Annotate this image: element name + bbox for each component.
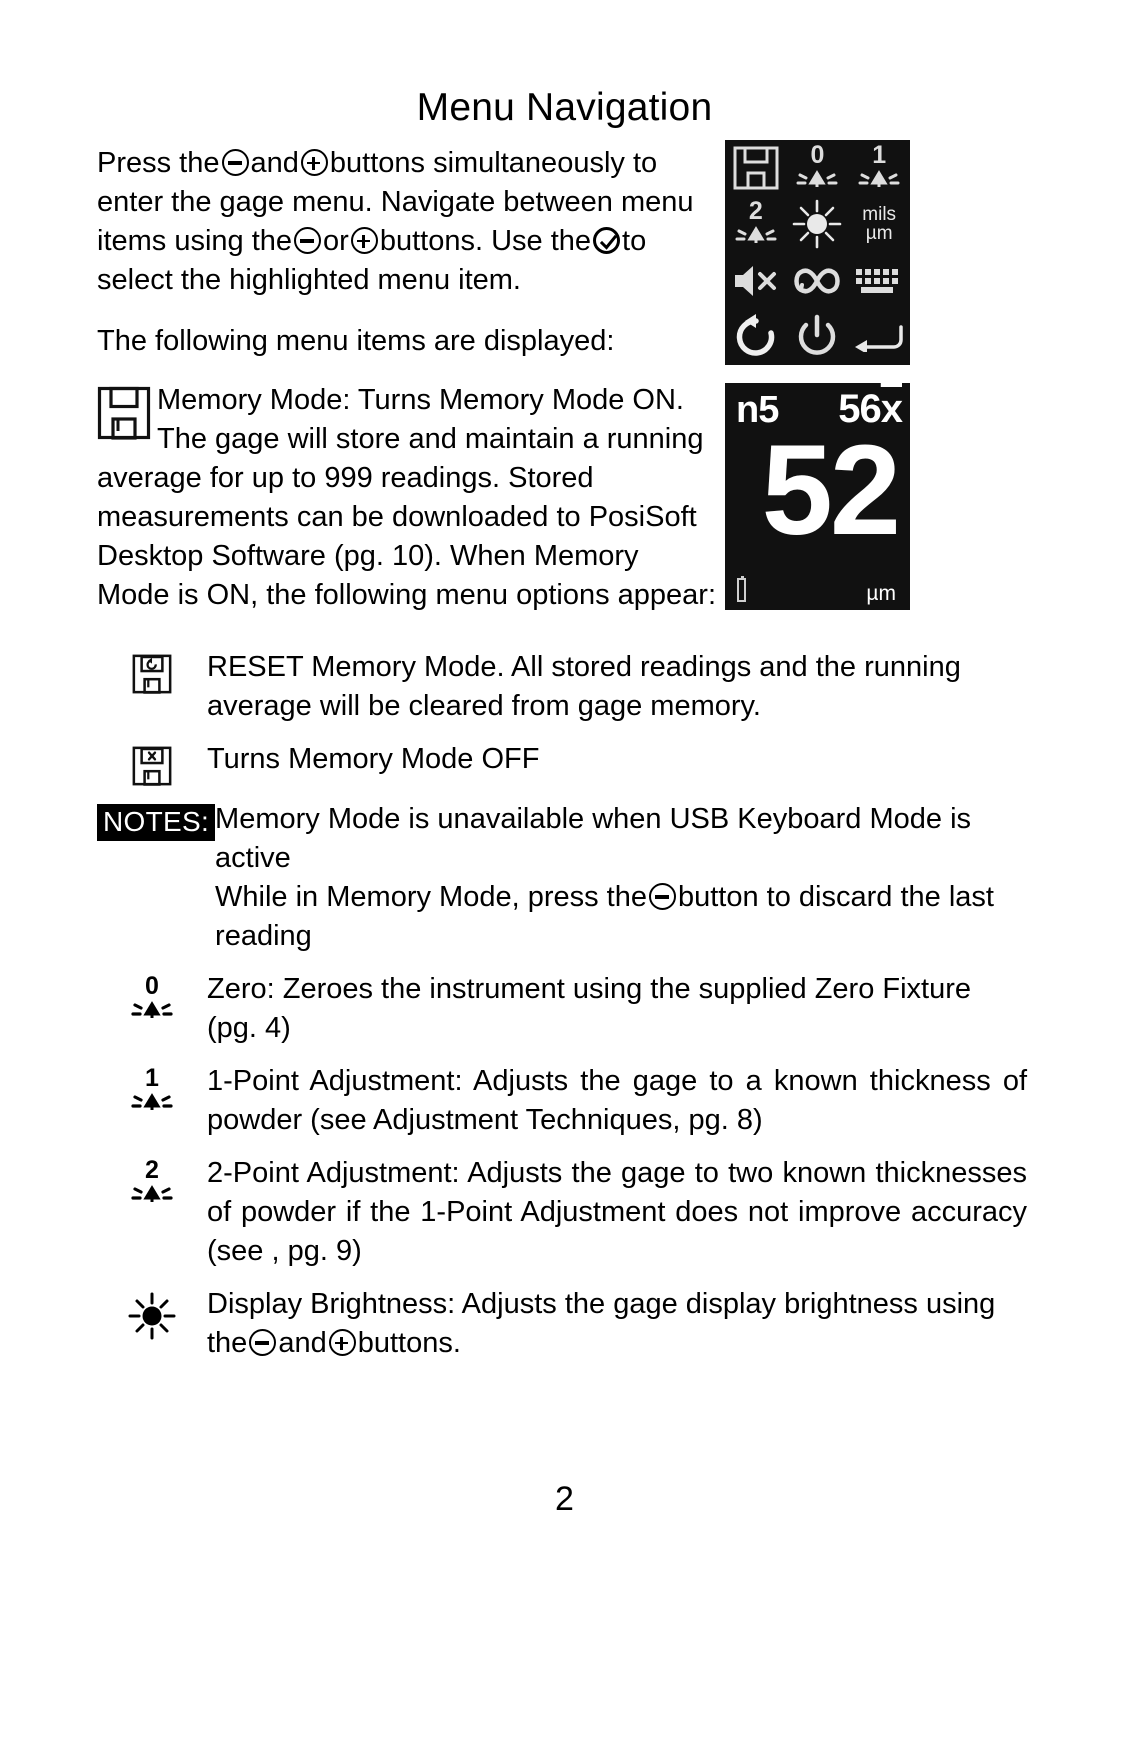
zero-icon	[793, 141, 841, 191]
units-mils-label: mils	[862, 204, 897, 226]
notes-line-2b: button to discard the last reading	[215, 881, 994, 952]
list-item	[97, 1285, 1027, 1363]
item-text: 1-Point Adjustment: Adjusts the gage to a known thickness of powder (see Adjustment Techniques, pg. 8)	[207, 1065, 1027, 1136]
status-badge: NOTES:	[97, 804, 215, 841]
lcd-cell-reset	[725, 309, 787, 365]
lcd-cell-infinity	[787, 253, 849, 309]
brightness-text-a: Display Brightness: Adjusts the gage display brightness using the	[207, 1288, 996, 1359]
lcd-cell-one-point	[848, 140, 910, 196]
two-point-icon-label: 2	[748, 197, 763, 226]
lcd-cell-memory	[725, 140, 787, 196]
notes-line-2a: While in Memory Mode, press the	[215, 881, 647, 913]
intro-text-d: or	[323, 225, 349, 257]
lcd-cell-back	[848, 309, 910, 365]
reading-unit: µm	[866, 582, 896, 605]
power-icon	[794, 314, 840, 360]
notes-line-2	[215, 878, 1027, 956]
list-item	[97, 1062, 1027, 1140]
sun-icon	[792, 199, 842, 249]
item-text: Zero: Zeroes the instrument using the supplied Zero Fixture (pg. 4)	[207, 973, 972, 1044]
list-item	[97, 970, 1027, 1048]
plus-button-icon-2	[351, 227, 378, 254]
zero-icon	[128, 972, 176, 1022]
lcd-cell-speaker-mute	[725, 253, 787, 309]
intro-section	[97, 144, 697, 383]
brightness-text-c: buttons.	[357, 1327, 461, 1359]
list-item	[97, 1154, 1027, 1271]
menu-items-list	[97, 648, 1027, 1377]
lcd-cell-zero	[787, 140, 849, 196]
item-icon-wrap	[97, 648, 207, 694]
item-icon-wrap	[97, 1154, 207, 1206]
floppy-reset-icon	[132, 654, 172, 694]
item-icon-wrap	[97, 740, 207, 786]
sun-icon	[127, 1291, 177, 1341]
intro-text-b: and	[250, 147, 299, 179]
item-icon-wrap	[97, 970, 207, 1022]
item-text: Turns Memory Mode OFF	[207, 743, 540, 775]
floppy-icon	[97, 386, 151, 440]
keyboard-icon	[854, 266, 904, 296]
lcd-cell-units	[848, 196, 910, 252]
lcd-cell-brightness	[787, 196, 849, 252]
minus-button-icon-2	[294, 227, 321, 254]
item-text: RESET Memory Mode. All stored readings and the running average will be cleared from gage memory.	[207, 651, 961, 722]
zero-icon-label: 0	[810, 141, 825, 170]
lcd-reading-panel	[725, 383, 910, 610]
check-button-icon	[593, 227, 620, 254]
memory-mode-section	[97, 381, 717, 615]
intro-text-c: buttons simultaneously to enter the gage menu. Navigate between menu items using the	[97, 147, 694, 257]
intro-text-a: Press the	[97, 147, 220, 179]
lcd-icon-grid	[725, 140, 910, 365]
reset-icon	[733, 314, 779, 360]
back-arrow-icon	[853, 322, 905, 352]
intro-paragraph-1	[97, 144, 697, 300]
minus-button-icon	[222, 149, 249, 176]
two-point-icon-label: 2	[145, 1156, 159, 1184]
item-icon-wrap	[97, 1062, 207, 1114]
zero-icon-label: 0	[145, 972, 159, 1000]
two-point-icon	[732, 197, 780, 247]
intro-paragraph-2: The following menu items are displayed:	[97, 325, 615, 357]
one-point-icon-label: 1	[872, 141, 887, 170]
units-icon	[862, 205, 896, 243]
notes-line-1: Memory Mode is unavailable when USB Keyboard Mode is active	[215, 803, 972, 874]
item-text: 2-Point Adjustment: Adjusts the gage to two known thicknesses of powder if the 1-Point Adjustment does not improve accuracy (see , pg. 9)	[207, 1157, 1027, 1267]
intro-text-f: to select the highlighted menu item.	[97, 225, 647, 296]
units-um-label: µm	[865, 223, 893, 245]
speaker-mute-icon	[731, 261, 781, 301]
lcd-menu-icon-panel	[725, 140, 910, 365]
notes-row	[97, 800, 1027, 956]
one-point-icon	[128, 1064, 176, 1114]
lcd-cell-keyboard	[848, 253, 910, 309]
average-value: 56	[838, 387, 881, 431]
minus-button-icon-4	[249, 1329, 276, 1356]
notes-badge-wrap	[97, 800, 215, 841]
lcd-cell-two-point	[725, 196, 787, 252]
plus-button-icon	[301, 149, 328, 176]
battery-icon	[737, 578, 746, 602]
intro-text-e: buttons. Use the	[379, 225, 592, 257]
reading-value: 52	[761, 419, 898, 562]
item-text	[207, 1285, 1027, 1363]
page-number: 2	[555, 1480, 574, 1518]
brightness-text-b: and	[278, 1327, 327, 1359]
infinity-icon	[790, 264, 844, 298]
memory-mode-text: Memory Mode: Turns Memory Mode ON. The gage will store and maintain a running average for up to 999 readings. Stored measurements can be downloaded to PosiSoft Desktop Software (pg. 10). When Memory Mode is ON, the following menu options appear:	[97, 384, 717, 611]
one-point-icon-label: 1	[145, 1064, 159, 1092]
list-item	[97, 740, 1027, 786]
floppy-off-icon	[132, 746, 172, 786]
item-icon-wrap	[97, 1285, 207, 1341]
two-point-icon	[128, 1156, 176, 1206]
lcd-cell-power	[787, 309, 849, 365]
memory-count-label: n5	[736, 389, 779, 431]
one-point-icon	[855, 141, 903, 191]
floppy-icon	[732, 145, 780, 191]
notes-text	[215, 800, 1027, 956]
page-title: Menu Navigation	[416, 86, 713, 129]
minus-button-icon-3	[649, 883, 676, 910]
plus-button-icon-3	[329, 1329, 356, 1356]
list-item	[97, 648, 1027, 726]
average-symbol: $\overline{x}$	[880, 387, 902, 431]
